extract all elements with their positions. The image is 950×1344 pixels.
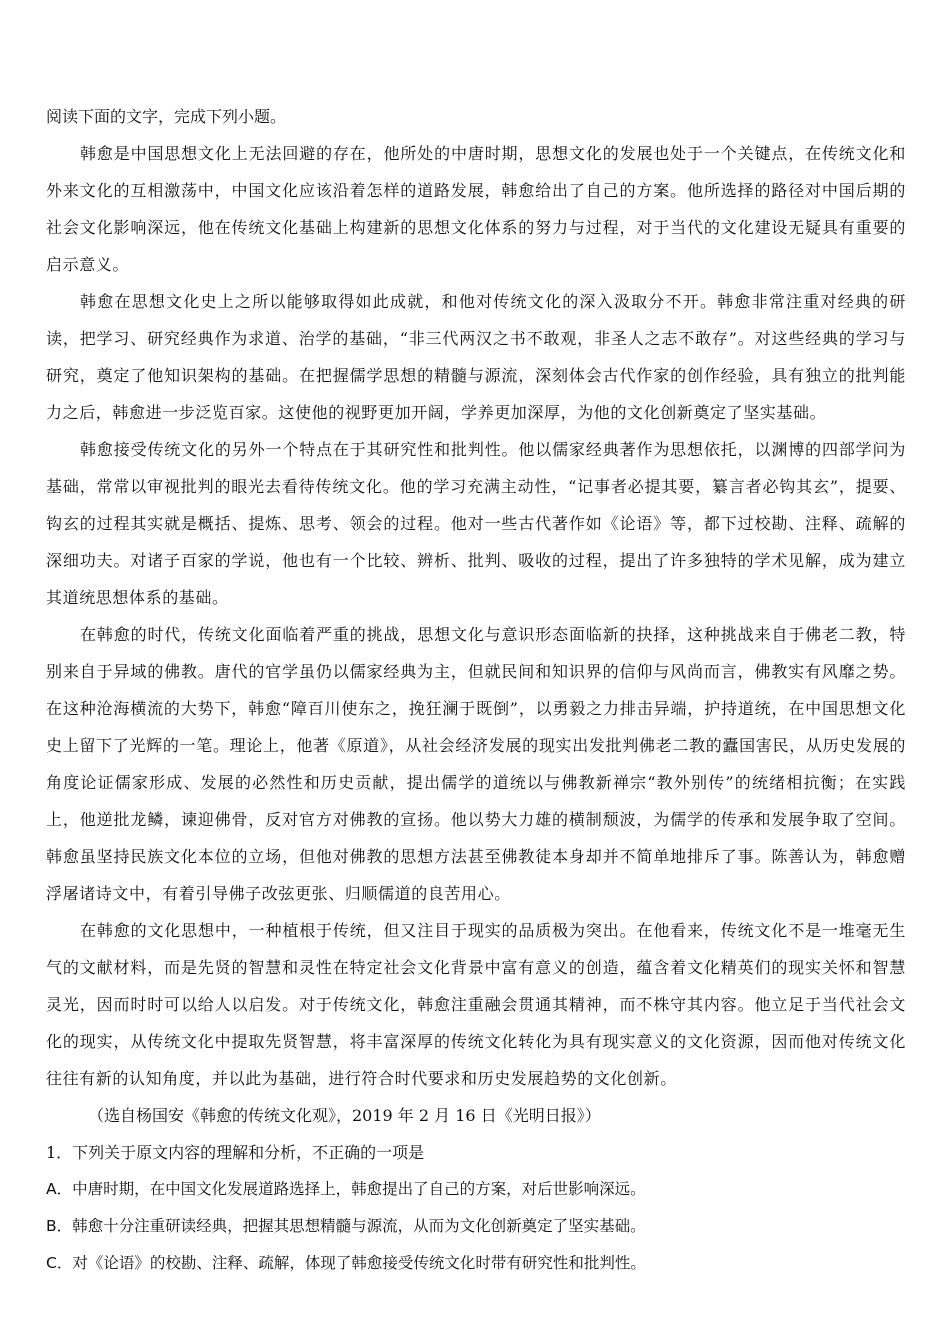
passage-source: （选自杨国安《韩愈的传统文化观》，2019 年 2 月 16 日《光明日报》） xyxy=(88,1106,601,1125)
option-c: C．对《论语》的校勘、注释、疏解，体现了韩愈接受传统文化时带有研究性和批判性。 xyxy=(46,1254,646,1272)
passage-paragraph-4: 在韩愈的时代，传统文化面临着严重的挑战，思想文化与意识形态面临新的抉择，这种挑战来自于佛老二教，特别来自于异域的佛教。唐代的官学虽仍以儒家经典为主，但就民间和知识界的信仰与风尚而言，佛教实有风靡之势。在这种沧海横流的大势下，韩愈“障百川使东之，挽狂澜于既倒”，以勇毅之力排击异端，护持道统，在中国思想文化史上留下了光辉的一笔。理论上，他著《原道》，从社会经济发展的现实出发批判佛老二教的蠹国害民，从历史发展的角度论证儒家形成、发展的必然性和历史贡献，提出儒学的道统以与佛教新禅宗“教外别传”的统绪相抗衡；在实践上，他逆批龙鳞，谏迎佛骨，反对官方对佛教的宣扬。他以势大力雄的横制颓波，为儒学的传承和发展争取了空间。韩愈虽坚持民族文化本位的立场，但他对佛教的思想方法甚至佛教徒本身却并不简单地排斥了事。陈善认为，韩愈赠浮屠诸诗文中，有着引导佛子改弦更张、归顺儒道的良苦用心。 xyxy=(46,625,906,903)
option-b: B．韩愈十分注重研读经典，把握其思想精髓与源流，从而为文化创新奠定了坚实基础。 xyxy=(46,1217,646,1235)
reading-instruction: 阅读下面的文字，完成下列小题。 xyxy=(46,107,287,126)
passage-paragraph-3: 韩愈接受传统文化的另外一个特点在于其研究性和批判性。他以儒家经典著作为思想依托，以渊博的四部学问为基础，常常以审视批判的眼光去看待传统文化。他的学习充满主动性，“记事者必提其要，纂言者必钩其玄”，提要、钩玄的过程其实就是概括、提炼、思考、领会的过程。他对一些古代著作如《论语》等，都下过校勘、注释、疏解的深细功夫。对诸子百家的学说，他也有一个比较、辨析、批判、吸收的过程，提出了许多独特的学术见解，成为建立其道统思想体系的基础。 xyxy=(46,440,906,607)
passage-paragraph-2: 韩愈在思想文化史上之所以能够取得如此成就，和他对传统文化的深入汲取分不开。韩愈非常注重对经典的研读，把学习、研究经典作为求道、治学的基础，“非三代两汉之书不敢观，非圣人之志不敢存”。对这些经典的学习与研究，奠定了他知识架构的基础。在把握儒学思想的精髓与源流，深刻体会古代作家的创作经验，具有独立的批判能力之后，韩愈进一步泛览百家。这使他的视野更加开阔，学养更加深厚，为他的文化创新奠定了坚实基础。 xyxy=(46,292,906,422)
option-a: A．中唐时期，在中国文化发展道路选择上，韩愈提出了自己的方案，对后世影响深远。 xyxy=(46,1180,646,1198)
passage-paragraph-5: 在韩愈的文化思想中，一种植根于传统，但又注目于现实的品质极为突出。在他看来，传统文化不是一堆毫无生气的文献材料，而是先贤的智慧和灵性在特定社会文化背景中富有意义的创造，蕴含着文化精英们的现实关怀和智慧灵光，因而时时可以给人以启发。对于传统文化，韩愈注重融会贯通其精神，而不株守其内容。他立足于当代社会文化的现实，从传统文化中提取先贤智慧，将丰富深厚的传统文化转化为具有现实意义的文化资源，因而他对传统文化往往有新的认知角度，并以此为基础，进行符合时代要求和历史发展趋势的文化创新。 xyxy=(46,921,906,1088)
passage-paragraph-1: 韩愈是中国思想文化上无法回避的存在，他所处的中唐时期，思想文化的发展也处于一个关键点，在传统文化和外来文化的互相激荡中，中国文化应该沿着怎样的道路发展，韩愈给出了自己的方案。他所选择的路径对中国后期的社会文化影响深远，他在传统文化基础上构建新的思想文化体系的努力与过程，对于当代的文化建设无疑具有重要的启示意义。 xyxy=(46,144,906,274)
question-stem: 1．下列关于原文内容的理解和分析，不正确的一项是 xyxy=(46,1143,425,1162)
question-1 xyxy=(46,1134,906,1282)
passage xyxy=(46,135,906,1097)
